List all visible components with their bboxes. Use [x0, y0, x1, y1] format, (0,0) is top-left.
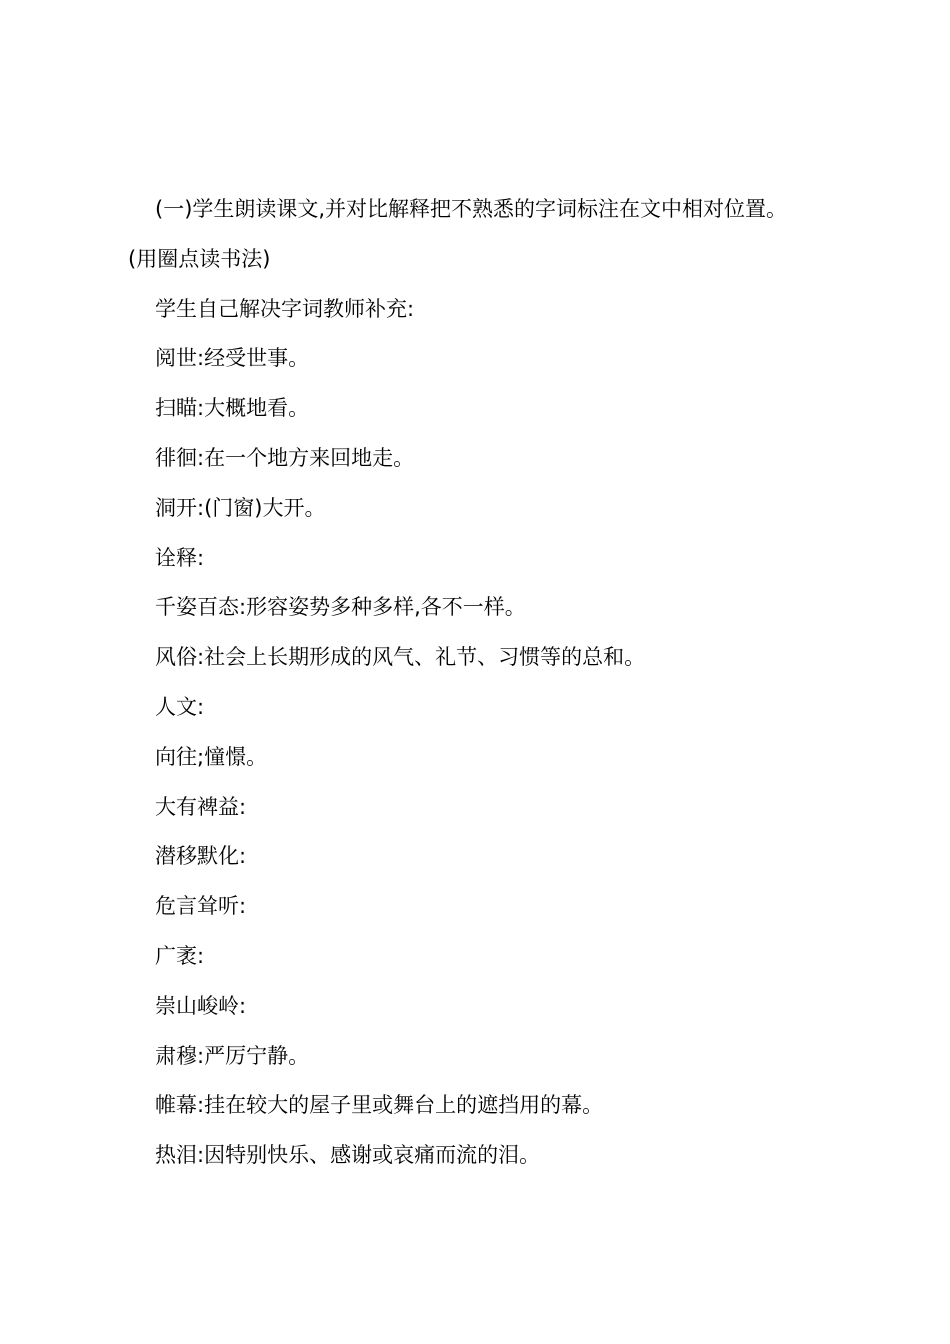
vocab-item: 阅世:经受世事。 [155, 346, 310, 371]
paragraph-reading-method: (用圈点读书法) [128, 246, 271, 271]
vocab-item: 大有裨益: [155, 794, 247, 819]
vocab-item: 广袤: [155, 943, 205, 968]
vocab-item: 洞开:(门窗)大开。 [155, 495, 326, 520]
vocab-item: 人文: [155, 694, 205, 719]
vocab-item: 潜移默化: [155, 844, 247, 869]
paragraph-reading-instruction: (一)学生朗读课文,并对比解释把不熟悉的字词标注在文中相对位置。 [155, 197, 788, 221]
document-body [128, 185, 828, 1181]
vocab-item: 扫瞄:大概地看。 [155, 396, 310, 421]
vocab-item: 诠释: [155, 545, 205, 570]
paragraph-vocab-intro: 学生自己解决字词教师补充: [155, 296, 415, 321]
vocab-item: 崇山峻岭: [155, 993, 247, 1018]
vocab-item: 热泪:因特别快乐、感谢或哀痛而流的泪。 [155, 1143, 541, 1168]
vocab-item: 帷幕:挂在较大的屋子里或舞台上的遮挡用的幕。 [155, 1093, 604, 1118]
vocab-item: 危言耸听: [155, 894, 247, 919]
vocab-item: 肃穆:严厉宁静。 [155, 1043, 310, 1068]
vocab-item: 千姿百态:形容姿势多种多样,各不一样。 [155, 595, 526, 620]
vocab-item: 徘徊:在一个地方来回地走。 [155, 445, 415, 470]
vocab-item: 风俗:社会上长期形成的风气、礼节、习惯等的总和。 [155, 645, 646, 670]
vocab-item: 向往;憧憬。 [155, 744, 268, 769]
